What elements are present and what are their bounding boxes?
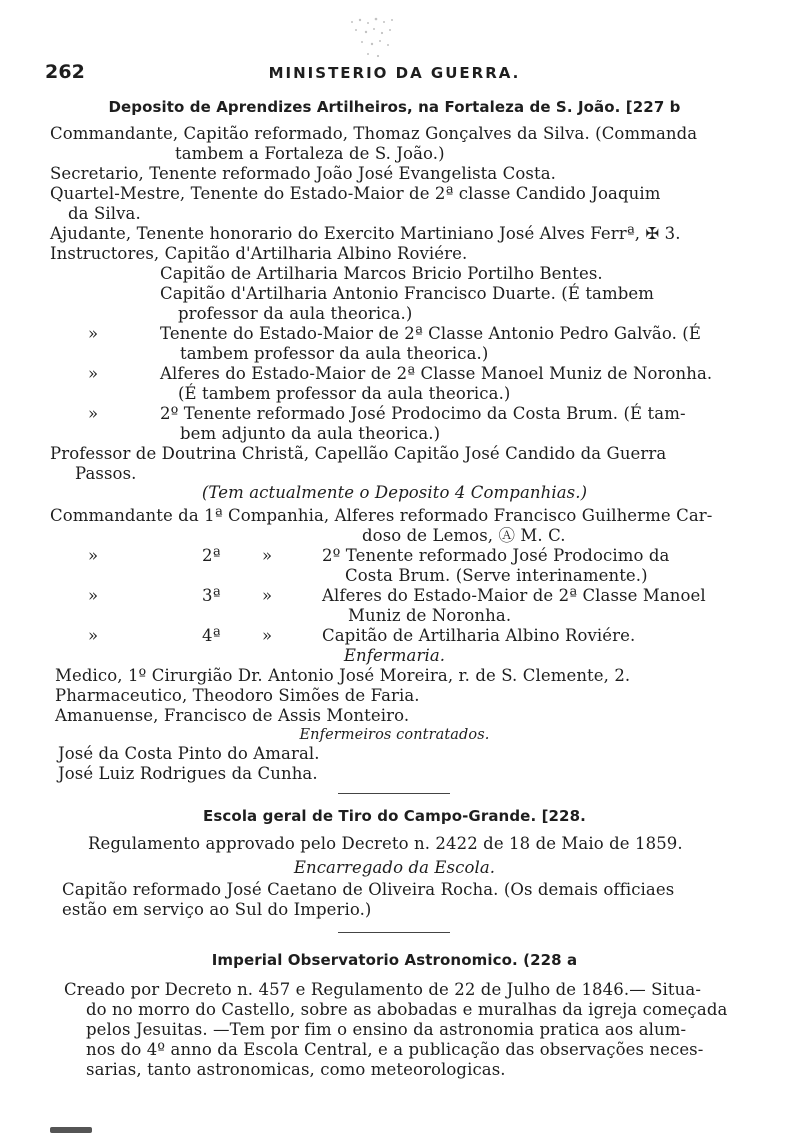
text-line: tambem professor da aula theorica.) bbox=[180, 344, 489, 363]
ditto-mark: » bbox=[262, 626, 273, 645]
company-line: Capitão de Artilharia Albino Roviére. bbox=[322, 626, 636, 645]
text-line: Passos. bbox=[75, 464, 137, 483]
infirmary-line: Amanuense, Francisco de Assis Monteiro. bbox=[55, 706, 410, 725]
company-number: 2ª bbox=[202, 546, 221, 565]
nurse-line: José da Costa Pinto do Amaral. bbox=[58, 744, 320, 763]
text-line: Tenente do Estado-Maior de 2ª Classe Antonio Pedro Galvão. (É bbox=[160, 324, 701, 343]
text-line: estão em serviço ao Sul do Imperio.) bbox=[62, 900, 372, 919]
running-title: MINISTERIO DA GUERRA. bbox=[268, 64, 521, 82]
ditto-mark: » bbox=[88, 324, 99, 343]
text-line: Capitão de Artilharia Marcos Bricio Portilho Bentes. bbox=[160, 264, 603, 283]
ditto-mark: » bbox=[88, 364, 99, 383]
ink-smudge bbox=[50, 1127, 92, 1133]
ditto-mark: » bbox=[88, 626, 99, 645]
text-line: sarias, tanto astronomicas, como meteorologicas. bbox=[86, 1060, 506, 1079]
text-line: Capitão reformado José Caetano de Oliveira Rocha. (Os demais officiaes bbox=[62, 880, 675, 899]
text-line: Alferes do Estado-Maior de 2ª Classe Manoel Muniz de Noronha. bbox=[160, 364, 713, 383]
company-line: Commandante da 1ª Companhia, Alferes reformado Francisco Guilherme Car- bbox=[50, 506, 713, 525]
text-line: bem adjunto da aula theorica.) bbox=[180, 424, 441, 443]
ditto-mark: » bbox=[262, 586, 273, 605]
library-stamp-mark bbox=[340, 14, 410, 64]
text-line: Secretario, Tenente reformado João José Evangelista Costa. bbox=[50, 164, 556, 183]
text-line: Quartel-Mestre, Tenente do Estado-Maior de 2ª classe Candido Joaquim bbox=[50, 184, 661, 203]
company-line: Costa Brum. (Serve interinamente.) bbox=[345, 566, 648, 585]
text-line: nos do 4º anno da Escola Central, e a publicação das observações neces- bbox=[86, 1040, 704, 1059]
text-line: Commandante, Capitão reformado, Thomaz Gonçalves da Silva. (Commanda bbox=[50, 124, 698, 143]
company-number: 3ª bbox=[202, 586, 221, 605]
text-line: (É tambem professor da aula theorica.) bbox=[178, 384, 511, 403]
section-title-escola-tiro: Escola geral de Tiro do Campo-Grande. [228. bbox=[203, 807, 586, 825]
text-line: Creado por Decreto n. 457 e Regulamento de 22 de Julho de 1846.— Situa- bbox=[64, 980, 701, 999]
infirmary-line: Medico, 1º Cirurgião Dr. Antonio José Moreira, r. de S. Clemente, 2. bbox=[55, 666, 631, 685]
ditto-mark: » bbox=[88, 546, 99, 565]
ditto-mark: » bbox=[262, 546, 273, 565]
section-divider bbox=[338, 793, 450, 794]
text-line: Capitão d'Artilharia Antonio Francisco Duarte. (É tambem bbox=[160, 284, 655, 303]
text-line: Ajudante, Tenente honorario do Exercito Martiniano José Alves Ferrª, ✠ 3. bbox=[50, 224, 681, 243]
section-divider bbox=[338, 932, 450, 933]
regulation-line: Regulamento approvado pelo Decreto n. 2422 de 18 de Maio de 1859. bbox=[88, 834, 683, 853]
text-line: professor da aula theorica.) bbox=[178, 304, 413, 323]
escola-subheading: Encarregado da Escola. bbox=[293, 858, 496, 877]
section-title-observatorio: Imperial Observatorio Astronomico. (228 a bbox=[211, 951, 578, 969]
company-line: Muniz de Noronha. bbox=[348, 606, 512, 625]
company-line: 2º Tenente reformado José Prodocimo da bbox=[322, 546, 670, 565]
nurses-heading: Enfermeiros contratados. bbox=[299, 727, 490, 743]
companies-note: (Tem actualmente o Deposito 4 Companhias.) bbox=[201, 483, 588, 502]
text-line: tambem a Fortaleza de S. João.) bbox=[175, 144, 445, 163]
page-number: 262 bbox=[45, 61, 85, 83]
text-line: pelos Jesuitas. —Tem por fim o ensino da astronomia pratica aos alum- bbox=[86, 1020, 687, 1039]
infirmary-heading: Enfermaria. bbox=[343, 646, 446, 665]
section-title-deposito: Deposito de Aprendizes Artilheiros, na Fortaleza de S. João. [227 b bbox=[108, 98, 681, 116]
text-line: Instructores, Capitão d'Artilharia Albino Roviére. bbox=[50, 244, 468, 263]
text-line: Professor de Doutrina Christã, Capellão Capitão José Candido da Guerra bbox=[50, 444, 667, 463]
company-line: Alferes do Estado-Maior de 2ª Classe Manoel bbox=[322, 586, 706, 605]
company-number: 4ª bbox=[202, 626, 221, 645]
nurse-line: José Luiz Rodrigues da Cunha. bbox=[58, 764, 318, 783]
text-line: da Silva. bbox=[68, 204, 141, 223]
text-line: do no morro do Castello, sobre as abobadas e muralhas da igreja começada bbox=[86, 1000, 728, 1019]
company-line: doso de Lemos, Ⓐ M. C. bbox=[362, 526, 566, 545]
ditto-mark: » bbox=[88, 404, 99, 423]
ditto-mark: » bbox=[88, 586, 99, 605]
infirmary-line: Pharmaceutico, Theodoro Simões de Faria. bbox=[55, 686, 420, 705]
text-line: 2º Tenente reformado José Prodocimo da Costa Brum. (É tam- bbox=[160, 404, 686, 423]
